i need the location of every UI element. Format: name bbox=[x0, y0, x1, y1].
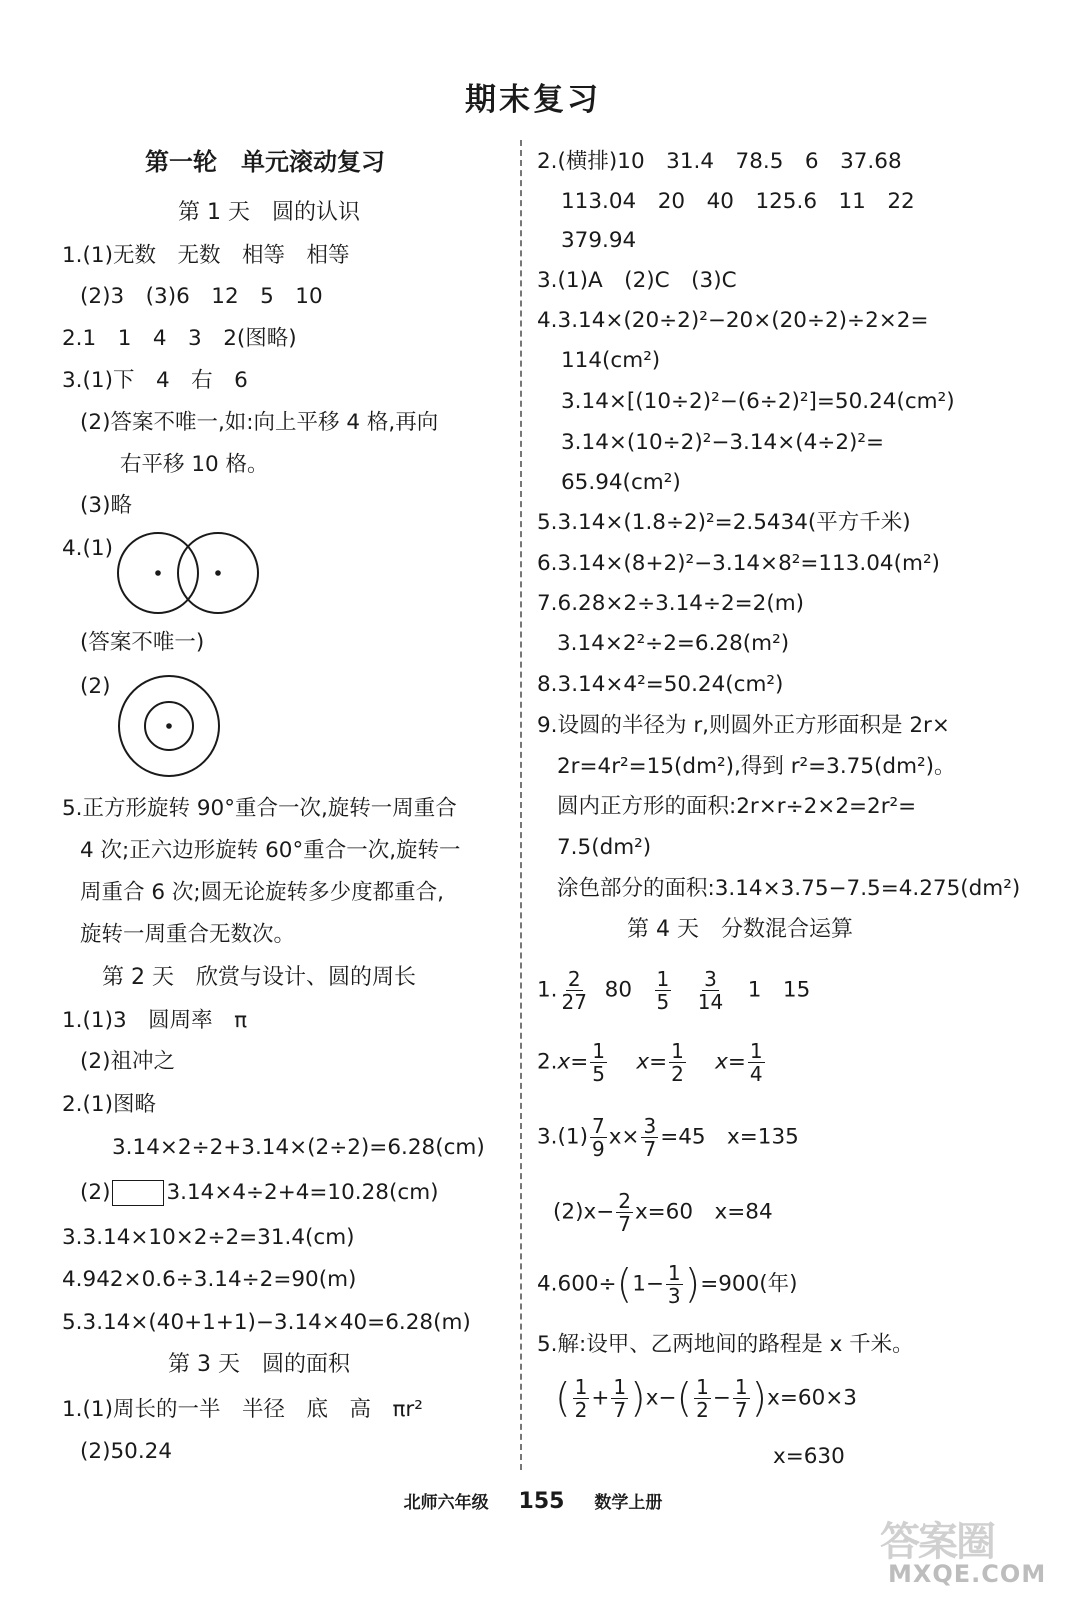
day3-q1b: (2)50.24 bbox=[80, 1439, 173, 1464]
day1-title: 第 1 天 圆的认识 bbox=[178, 200, 360, 225]
r-q4e: 65.94(cm²) bbox=[561, 470, 681, 495]
r-q9b: 2r=4r²=15(dm²),得到 r²=3.75(dm²)。 bbox=[557, 754, 956, 779]
watermark-url: MXQE.COM bbox=[888, 1560, 1047, 1588]
expr: x=60 x=84 bbox=[634, 1199, 773, 1225]
denominator: 7 bbox=[643, 1137, 657, 1161]
paren-open: ( bbox=[555, 1375, 571, 1422]
denominator: 7 bbox=[618, 1212, 631, 1236]
d4-q3b-label: (2)x− bbox=[553, 1199, 615, 1225]
paren-close: ) bbox=[684, 1261, 701, 1308]
denominator: 5 bbox=[592, 1062, 605, 1086]
day2-q1a: 1.(1)3 圆周率 π bbox=[62, 1008, 248, 1033]
day4-title: 第 4 天 分数混合运算 bbox=[627, 917, 853, 942]
concentric-circles-figure bbox=[115, 672, 225, 782]
d4-q5b: ( $\frac{1}{2}$ + $\frac{1}{7}$ )x−( $\frac{1}{2}$ − $\frac{1}{7}$ )x=60×3 bbox=[555, 1375, 857, 1422]
r-q6: 6.3.14×(8+2)²−3.14×8²=113.04(m²) bbox=[537, 551, 940, 576]
day1-q3a: 3.(1)下 4 右 6 bbox=[62, 368, 248, 393]
expr: x× bbox=[608, 1124, 640, 1150]
d4-q4-label: 4.600÷ bbox=[537, 1271, 617, 1297]
fraction bbox=[669, 1040, 686, 1085]
day2-q4: 4.942×0.6÷3.14÷2=90(m) bbox=[62, 1267, 357, 1292]
paren-close: ) bbox=[751, 1375, 768, 1422]
r-q7a: 7.6.28×2÷3.14÷2=2(m) bbox=[537, 591, 805, 616]
rectangle-figure bbox=[112, 1180, 164, 1206]
round-heading: 第一轮 单元滚动复习 bbox=[145, 148, 385, 176]
r-q4b: 114(cm²) bbox=[561, 348, 661, 373]
var-x: x= bbox=[636, 1049, 668, 1075]
center-dot-left bbox=[155, 570, 161, 576]
denominator: 9 bbox=[591, 1137, 605, 1161]
day2-q3: 3.3.14×10×2÷2=31.4(cm) bbox=[62, 1225, 355, 1250]
day1-q3c: 右平移 10 格。 bbox=[120, 452, 269, 477]
numerator: 1 bbox=[734, 1375, 748, 1399]
fraction bbox=[748, 1040, 765, 1085]
expr: 1− bbox=[632, 1271, 664, 1297]
day1-q5c: 周重合 6 次;圆无论旋转多少度都重合, bbox=[80, 880, 444, 905]
paren-open: ( bbox=[616, 1261, 633, 1308]
numerator: 1 bbox=[656, 967, 670, 991]
d4-q2-label: 2. bbox=[537, 1049, 558, 1075]
fraction bbox=[733, 1376, 750, 1421]
r-q4d: 3.14×(10÷2)²−3.14×(4÷2)²= bbox=[561, 430, 885, 455]
d4-q3a bbox=[537, 1115, 799, 1160]
day1-q4a: 4.(1) bbox=[62, 536, 113, 561]
value: 1 15 bbox=[747, 977, 811, 1003]
fraction bbox=[694, 1376, 711, 1421]
denominator: 14 bbox=[697, 990, 724, 1014]
day1-q4b: (2) bbox=[80, 674, 111, 699]
d4-q3a-label: 3.(1) bbox=[537, 1124, 588, 1150]
day2-q5: 5.3.14×(40+1+1)−3.14×40=6.28(m) bbox=[62, 1310, 471, 1335]
denominator: 7 bbox=[734, 1398, 748, 1422]
r-q5: 5.3.14×(1.8÷2)²=2.5434(平方千米) bbox=[537, 510, 911, 535]
fraction bbox=[590, 1115, 607, 1160]
expr: x− bbox=[645, 1385, 677, 1411]
center-dot-right bbox=[215, 570, 221, 576]
denominator: 7 bbox=[613, 1398, 627, 1422]
fraction bbox=[611, 1376, 628, 1421]
fraction bbox=[560, 968, 589, 1013]
day1-q1a: 1.(1)无数 无数 相等 相等 bbox=[62, 243, 350, 268]
day3-q1a: 1.(1)周长的一半 半径 底 高 πr² bbox=[62, 1397, 423, 1422]
denominator: 27 bbox=[561, 990, 587, 1014]
r-q9c: 圆内正方形的面积:2r×r÷2×2=2r²= bbox=[557, 794, 917, 819]
day1-q3d: (3)略 bbox=[80, 493, 132, 518]
d4-q1-label: 1. bbox=[537, 977, 558, 1003]
paren-close: ) bbox=[630, 1375, 646, 1422]
d4-q2 bbox=[537, 1040, 767, 1085]
r-q2b: 113.04 20 40 125.6 11 22 bbox=[561, 189, 915, 214]
day2-title: 第 2 天 欣赏与设计、圆的周长 bbox=[102, 965, 416, 990]
denominator: 2 bbox=[574, 1398, 588, 1422]
numerator: 1 bbox=[749, 1039, 763, 1063]
r-q9d: 7.5(dm²) bbox=[557, 835, 652, 860]
r-q2a: 2.(横排)10 31.4 78.5 6 37.68 bbox=[537, 149, 902, 174]
denominator: 4 bbox=[749, 1062, 763, 1086]
fraction bbox=[655, 968, 672, 1013]
paren-open: ( bbox=[676, 1375, 693, 1422]
denominator: 5 bbox=[656, 990, 670, 1014]
day1-q1b: (2)3 (3)6 12 5 10 bbox=[80, 284, 323, 309]
day1-q2: 2.1 1 4 3 2(图略) bbox=[62, 326, 297, 351]
day1-q5d: 旋转一周重合无数次。 bbox=[80, 922, 296, 947]
d4-q5a: 5.解:设甲、乙两地间的路程是 x 千米。 bbox=[537, 1332, 914, 1357]
r-q9e: 涂色部分的面积:3.14×3.75−7.5=4.275(dm²) bbox=[557, 876, 1021, 901]
numerator: 1 bbox=[671, 1039, 684, 1063]
center-dot bbox=[166, 723, 172, 729]
fraction bbox=[590, 1040, 607, 1085]
d4-q1 bbox=[537, 968, 810, 1013]
footer-subject: 数学上册 bbox=[594, 1493, 663, 1513]
expr: x=60×3 bbox=[767, 1385, 857, 1411]
fraction bbox=[641, 1115, 658, 1160]
var-x: x= bbox=[715, 1049, 746, 1075]
numerator: 7 bbox=[591, 1114, 605, 1138]
d4-q4 bbox=[537, 1262, 798, 1307]
numerator: 3 bbox=[704, 967, 717, 991]
day2-q2c-line bbox=[80, 1178, 439, 1208]
d4-q3b bbox=[553, 1190, 773, 1235]
day2-q2a: 2.(1)图略 bbox=[62, 1092, 156, 1117]
r-q9a: 9.设圆的半径为 r,则圆外正方形面积是 2r× bbox=[537, 713, 950, 738]
footer-grade: 北师六年级 bbox=[403, 1493, 489, 1513]
r-q8: 8.3.14×4²=50.24(cm²) bbox=[537, 672, 784, 697]
value: 80 bbox=[604, 977, 632, 1003]
day1-q3b: (2)答案不唯一,如:向上平移 4 格,再向 bbox=[80, 410, 439, 435]
page-title: 期末复习 bbox=[465, 82, 601, 118]
watermark-logo: 答案圈 bbox=[880, 1519, 994, 1565]
d4-q5c: x=630 bbox=[773, 1444, 845, 1469]
day1-q5a: 5.正方形旋转 90°重合一次,旋转一周重合 bbox=[62, 796, 457, 821]
numerator: 2 bbox=[567, 967, 581, 991]
numerator: 3 bbox=[643, 1114, 657, 1138]
numerator: 1 bbox=[613, 1375, 627, 1399]
r-q4c: 3.14×[(10÷2)²−(6÷2)²]=50.24(cm²) bbox=[561, 389, 955, 414]
fraction bbox=[616, 1190, 633, 1235]
day1-q5b: 4 次;正六边形旋转 60°重合一次,旋转一 bbox=[80, 838, 461, 863]
expr: =900(年) bbox=[700, 1271, 798, 1297]
r-q4a: 4.3.14×(20÷2)²−20×(20÷2)÷2×2= bbox=[537, 308, 929, 333]
var-x: x= bbox=[557, 1049, 589, 1075]
numerator: 1 bbox=[696, 1375, 709, 1399]
day2-q2c-label: (2) bbox=[80, 1180, 111, 1205]
r-q2c: 379.94 bbox=[561, 228, 637, 253]
numerator: 1 bbox=[592, 1039, 605, 1063]
denominator: 2 bbox=[696, 1398, 709, 1422]
day2-q2c-formula: 3.14×4÷2+4=10.28(cm) bbox=[166, 1180, 439, 1205]
denominator: 3 bbox=[667, 1284, 681, 1308]
numerator: 2 bbox=[618, 1189, 631, 1213]
day1-q4-note: (答案不唯一) bbox=[80, 630, 205, 655]
fraction bbox=[696, 968, 725, 1013]
denominator: 2 bbox=[671, 1062, 684, 1086]
r-q7b: 3.14×2²÷2=6.28(m²) bbox=[557, 631, 790, 656]
intersecting-circles-figure bbox=[115, 528, 315, 618]
page-number: 155 bbox=[518, 1489, 565, 1514]
r-q3: 3.(1)A (2)C (3)C bbox=[537, 268, 737, 293]
numerator: 1 bbox=[574, 1375, 588, 1399]
fraction bbox=[573, 1376, 590, 1421]
day2-q1b: (2)祖冲之 bbox=[80, 1049, 175, 1074]
day3-title: 第 3 天 圆的面积 bbox=[168, 1352, 350, 1377]
numerator: 1 bbox=[667, 1261, 681, 1285]
column-divider bbox=[520, 140, 522, 1470]
day2-q2b: 3.14×2÷2+3.14×(2÷2)=6.28(cm) bbox=[112, 1135, 485, 1160]
expr: =45 x=135 bbox=[660, 1124, 799, 1150]
fraction bbox=[666, 1262, 683, 1307]
